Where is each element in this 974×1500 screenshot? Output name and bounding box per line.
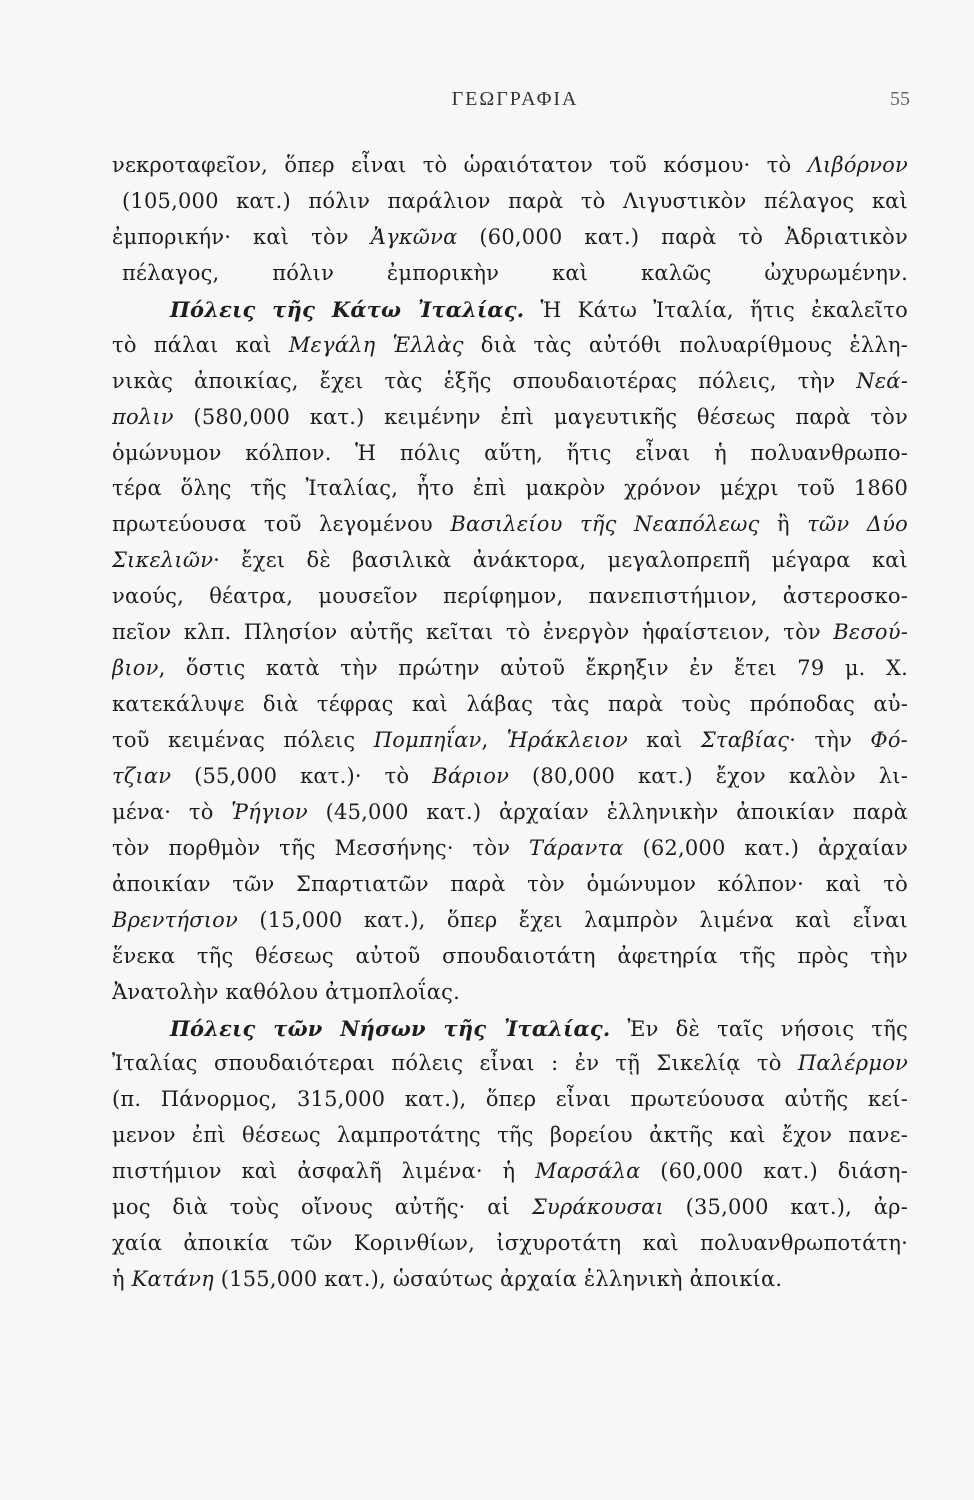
text-line bbox=[112, 436, 908, 472]
text-run: ἐμπορικήν· καὶ τὸν bbox=[112, 224, 371, 249]
italic-term: Ἀγκῶνα bbox=[370, 224, 458, 249]
text-line bbox=[112, 759, 908, 795]
text-run: (15,000 κατ.), ὅπερ ἔχει λαμπρὸν λιμένα καὶ εἶναι bbox=[238, 907, 908, 932]
italic-term: Παλέρμον bbox=[797, 1051, 908, 1076]
text-line bbox=[112, 400, 908, 436]
text-run: διὰ τὰς αὐτόθι πολυαρίθμους ἑλλη- bbox=[463, 332, 908, 357]
text-run: ἕνεκα τῆς θέσεως αὐτοῦ σπουδαιοτάτη ἀφετηρία τῆς πρὸς τὴν bbox=[112, 943, 908, 968]
text-run: τὸ πάλαι καὶ bbox=[112, 332, 289, 357]
text-run: κατεκάλυψε διὰ τέφρας καὶ λάβας τὰς παρὰ τοὺς πρόποδας αὐ- bbox=[112, 692, 908, 717]
text-run: πιστήμιον καὶ ἀσφαλῆ λιμένα· ἡ bbox=[112, 1159, 536, 1184]
text-run: πέλαγος, πόλιν ἐμπορικὴν καὶ καλῶς ὠχυρωμένην. bbox=[122, 260, 908, 285]
text-run: (35,000 κατ.), ἀρ- bbox=[663, 1195, 908, 1220]
text-line bbox=[112, 903, 908, 939]
text-line bbox=[112, 687, 908, 723]
text-run: (155,000 κατ.), ὡσαύτως ἀρχαία ἑλληνικὴ ἀποικία. bbox=[213, 1267, 783, 1292]
text-line bbox=[112, 579, 908, 615]
italic-term: Φό- bbox=[870, 728, 908, 752]
italic-term: Βάριον bbox=[432, 763, 510, 788]
text-line bbox=[112, 471, 908, 507]
text-line bbox=[112, 867, 908, 903]
text-line bbox=[112, 1190, 908, 1226]
text-line bbox=[112, 364, 908, 400]
text-run: · τὴν bbox=[789, 728, 871, 752]
text-run: (π. Πάνορμος, 315,000 κατ.), ὅπερ εἶναι πρωτεύουσα αὐτῆς κεί- bbox=[112, 1087, 908, 1112]
text-run: ὁμώνυμον κόλπον. Ἡ πόλις αὕτη, ἥτις εἶναι ἡ πολυανθρωπο- bbox=[112, 440, 908, 465]
text-line bbox=[112, 1082, 908, 1118]
text-run: πρωτεύουσα τοῦ λεγομένου bbox=[112, 512, 451, 537]
text-run: ἀποικίαν τῶν Σπαρτιατῶν παρὰ τὸν ὁμώνυμον κόλπον· καὶ τὸ bbox=[112, 871, 908, 896]
text-run: (60,000 κατ.) διάση- bbox=[640, 1159, 908, 1184]
text-line bbox=[112, 795, 908, 831]
text-run: (80,000 κατ.) ἔχον καλὸν λι- bbox=[509, 763, 908, 788]
text-run: Ἰταλίας σπουδαιότεραι πόλεις εἶναι : ἐν τῇ Σικελίᾳ τὸ bbox=[112, 1051, 798, 1076]
text-line bbox=[112, 831, 908, 867]
italic-term: Λιβόρνον bbox=[807, 153, 908, 177]
text-line bbox=[112, 148, 908, 184]
text-run: νεκροταφεῖον, ὅπερ εἶναι τὸ ὡραιότατον τοῦ κόσμου· τὸ bbox=[112, 153, 808, 177]
body-text bbox=[112, 148, 908, 1298]
text-run: (62,000 κατ.) ἀρχαίαν bbox=[623, 835, 908, 860]
text-run: τοῦ κειμένας πόλεις bbox=[112, 728, 374, 752]
text-line bbox=[112, 939, 908, 975]
italic-term: τῶν Δύο bbox=[807, 512, 908, 537]
text-line bbox=[112, 975, 908, 1011]
text-line bbox=[112, 1118, 908, 1154]
text-run: Ἡ Κάτω Ἰταλία, ἥτις ἐκαλεῖτο bbox=[524, 297, 908, 322]
italic-term: Συράκουσαι bbox=[531, 1195, 664, 1220]
text-run: μενον ἐπὶ θέσεως λαμπροτάτης τῆς βορείου ἀκτῆς καὶ ἔχον πανε- bbox=[112, 1123, 908, 1148]
section-heading: Πόλεις τῶν Νήσων τῆς Ἰταλίας. bbox=[170, 1015, 611, 1041]
italic-term: Βασιλείου τῆς Νεαπόλεως bbox=[450, 512, 760, 537]
text-run: χαία ἀποικία τῶν Κορινθίων, ἰσχυροτάτη καὶ πολυανθρωποτάτη· bbox=[112, 1231, 908, 1256]
text-line bbox=[112, 184, 908, 220]
italic-term: πολιν bbox=[112, 404, 174, 429]
italic-term: Μαρσάλα bbox=[535, 1159, 641, 1184]
text-line bbox=[112, 723, 908, 759]
italic-term: Πομπηΐαν bbox=[373, 728, 482, 752]
text-line bbox=[112, 328, 908, 364]
text-line bbox=[112, 256, 908, 292]
text-run: ἢ bbox=[759, 512, 808, 537]
text-run: Ἐν δὲ ταῖς νήσοις τῆς bbox=[610, 1016, 908, 1041]
italic-term: Σταβίας bbox=[700, 728, 790, 752]
text-run: καὶ bbox=[627, 728, 701, 752]
text-line bbox=[112, 292, 908, 328]
text-run: , bbox=[481, 728, 507, 752]
italic-term: τζιαν bbox=[112, 763, 172, 788]
text-line bbox=[112, 1011, 908, 1047]
italic-term: Μεγάλη Ἑλλὰς bbox=[288, 332, 464, 357]
page-number: 55 bbox=[890, 88, 910, 110]
italic-term: Τάραντα bbox=[528, 835, 624, 860]
text-line bbox=[112, 1154, 908, 1190]
text-run: , ὅστις κατὰ τὴν πρώτην αὐτοῦ ἔκρηξιν ἐν ἔτει 79 μ. Χ. bbox=[158, 656, 908, 681]
text-line bbox=[112, 1226, 908, 1262]
text-run: (105,000 κατ.) πόλιν παράλιον παρὰ τὸ Λιγυστικὸν πέλαγος καὶ bbox=[122, 188, 908, 213]
text-run: (580,000 κατ.) κειμένην ἐπὶ μαγευτικῆς θέσεως παρὰ τὸν bbox=[173, 404, 908, 429]
text-run: μος διὰ τοὺς οἴνους αὐτῆς· αἱ bbox=[112, 1195, 532, 1220]
text-run: (55,000 κατ.)· τὸ bbox=[171, 763, 433, 788]
italic-term: βιον bbox=[112, 656, 159, 681]
text-line bbox=[112, 1262, 908, 1298]
italic-term: Ῥήγιον bbox=[231, 799, 308, 824]
italic-term: Νεά- bbox=[856, 368, 908, 393]
italic-term: Κατάνη bbox=[131, 1267, 214, 1292]
text-line bbox=[112, 615, 908, 651]
text-run: (60,000 κατ.) παρὰ τὸ Ἀδριατικὸν bbox=[457, 224, 908, 249]
text-run: Ἀνατολὴν καθόλου ἀτμοπλοΐας. bbox=[112, 979, 460, 1004]
text-run: ἡ bbox=[112, 1267, 132, 1292]
text-line bbox=[112, 1046, 908, 1082]
section-heading: Πόλεις τῆς Κάτω Ἰταλίας. bbox=[170, 296, 525, 322]
text-run: πεῖον κλπ. Πλησίον αὐτῆς κεῖται τὸ ἐνεργὸν ἡφαίστειον, τὸν bbox=[112, 620, 834, 645]
text-line bbox=[112, 507, 908, 543]
text-run: (45,000 κατ.) ἀρχαίαν ἑλληνικὴν ἀποικίαν παρὰ bbox=[307, 799, 908, 824]
italic-term: Βεσού- bbox=[833, 620, 908, 645]
text-run: νικὰς ἀποικίας, ἔχει τὰς ἑξῆς σπουδαιοτέρας πόλεις, τὴν bbox=[112, 368, 857, 393]
text-run: τέρα ὅλης τῆς Ἰταλίας, ἦτο ἐπὶ μακρὸν χρόνον μέχρι τοῦ 1860 bbox=[112, 476, 908, 501]
italic-term: Ἡράκλειον bbox=[506, 728, 628, 752]
text-run: ναούς, θέατρα, μουσεῖον περίφημον, πανεπιστήμιον, ἀστεροσκο- bbox=[112, 584, 908, 609]
text-line bbox=[112, 220, 908, 256]
text-run: μένα· τὸ bbox=[112, 799, 232, 824]
italic-term: Σικελιῶν bbox=[112, 548, 214, 573]
italic-term: Βρεντήσιον bbox=[112, 907, 238, 932]
page-header bbox=[120, 82, 910, 122]
text-run: τὸν πορθμὸν τῆς Μεσσήνης· τὸν bbox=[112, 835, 529, 860]
text-line bbox=[112, 651, 908, 687]
text-run: · ἔχει δὲ βασιλικὰ ἀνάκτορα, μεγαλοπρεπῆ μέγαρα καὶ bbox=[213, 548, 908, 573]
running-title: ΓΕΩΓΡΑΦΙΑ bbox=[451, 88, 579, 110]
text-line bbox=[112, 543, 908, 579]
